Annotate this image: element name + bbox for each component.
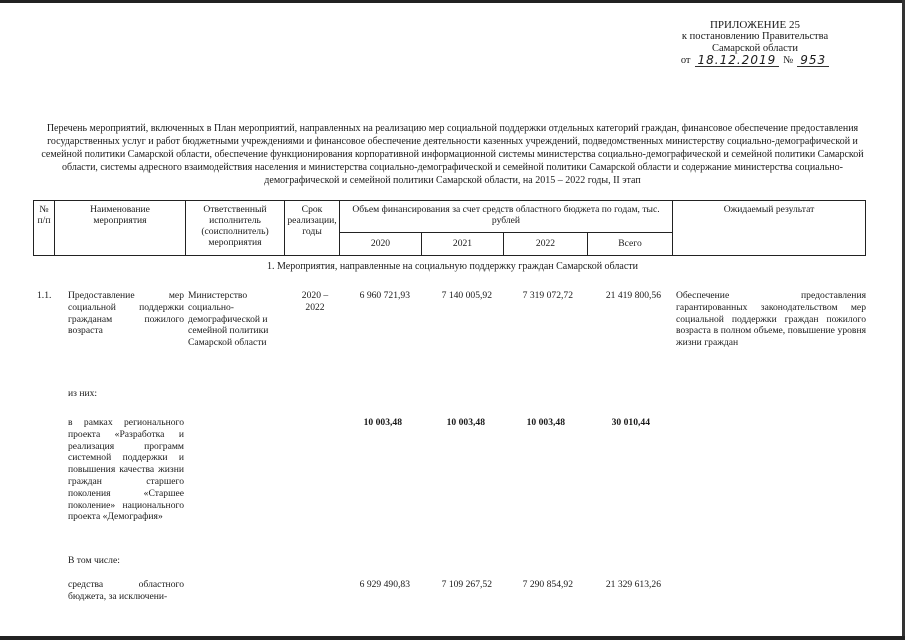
header-result: Ожидаемый результат	[723, 204, 815, 215]
header-vline	[284, 200, 285, 256]
appendix-line-2: Самарской области	[712, 43, 798, 54]
row-value-2020: 10 003,48	[363, 417, 402, 428]
row-result: Обеспечение предоставления гарантированных законодательством мер социальной поддержки граждан пожилого возраста в полном объеме, повышение уровня жизни граждан	[676, 290, 866, 349]
row-name: в рамках регионального проекта «Разработка и реализация программ системной поддержки и повышения качества жизни граждан старшего поколения «Старшее поколение» национального проекта «Демография»	[68, 417, 184, 523]
table-header	[33, 200, 866, 256]
header-vline	[54, 200, 55, 256]
appendix-title: ПРИЛОЖЕНИЕ 25	[709, 19, 801, 31]
row-value-2022: 7 319 072,72	[522, 290, 573, 301]
scan-edge-top	[0, 0, 905, 3]
handwritten-date: 18.12.2019	[695, 55, 780, 67]
from-label: от	[680, 55, 691, 66]
subheading-including: В том числе:	[68, 555, 120, 566]
row-value-2021: 10 003,48	[446, 417, 485, 428]
row-value-2021: 7 109 267,52	[441, 579, 492, 590]
header-line-bottom	[33, 255, 866, 256]
header-year-2022: 2022	[535, 238, 556, 249]
row-executor: Министерство социально-демографической и семейной политики Самарской области	[188, 290, 269, 349]
subheading-of-them: из них:	[68, 388, 98, 399]
row-number: 1.1.	[37, 290, 52, 301]
row-value-2022: 10 003,48	[526, 417, 565, 428]
header-line-top	[33, 200, 866, 201]
row-value-total: 21 329 613,26	[605, 579, 661, 590]
header-year-2021: 2021	[452, 238, 473, 249]
header-vline	[672, 200, 673, 256]
header-term: Срок реализации, годы	[287, 204, 337, 237]
row-value-total: 30 010,44	[611, 417, 650, 428]
row-term: 2020 – 2022	[301, 290, 329, 313]
section-title: 1. Мероприятия, направленные на социальную поддержку граждан Самарской области	[267, 261, 638, 272]
header-vline	[185, 200, 186, 256]
header-executor: Ответственный исполнитель (соисполнитель) мероприятия	[201, 204, 269, 248]
document-title: Перечень мероприятий, включенных в План мероприятий, направленных на реализацию мер социальной поддержки отдельных категорий граждан, финансовое обеспечение предоставления государственных услуг и работ бюджетными учреждениями и финансовое обеспечение деятельности казенных учреждений, подведомственных министерству социально-демографической и семейной политики Самарской области, обеспечение функционирования корпоративной информационной системы министерства социально-демографической и семейной политики Самарской области, системы адресного взаимодействия населения и министерства социально-демографической и семейной политики Самарской области и содержание министерства социально-демографической и семейной политики Самарской области, на 2015 – 2022 годы, II этап	[41, 123, 864, 186]
header-year-2020: 2020	[370, 238, 391, 249]
row-name: Предоставление мер социальной поддержки гражданам пожилого возраста	[68, 290, 184, 337]
row-value-2020: 6 929 490,83	[359, 579, 410, 590]
row-value-2022: 7 290 854,92	[522, 579, 573, 590]
header-name: Наименование мероприятия	[90, 204, 150, 226]
appendix-date-line	[660, 55, 850, 67]
number-label: №	[783, 55, 794, 66]
header-funding: Объем финансирования за счет средств областного бюджета по годам, тыс. рублей	[352, 204, 660, 226]
appendix-line-1: к постановлению Правительства	[681, 31, 829, 42]
header-line-years	[339, 232, 672, 233]
row-value-total: 21 419 800,56	[605, 290, 661, 301]
header-num: № п/п	[37, 204, 51, 226]
header-vline	[865, 200, 866, 256]
scan-edge-bottom	[0, 636, 905, 640]
header-vline	[33, 200, 34, 256]
row-value-2021: 7 140 005,92	[441, 290, 492, 301]
row-name: средства областного бюджета, за исключени-	[68, 579, 184, 602]
header-total: Всего	[618, 238, 642, 249]
row-value-2020: 6 960 721,93	[359, 290, 410, 301]
appendix-block	[660, 19, 850, 67]
handwritten-number: 953	[797, 55, 829, 67]
